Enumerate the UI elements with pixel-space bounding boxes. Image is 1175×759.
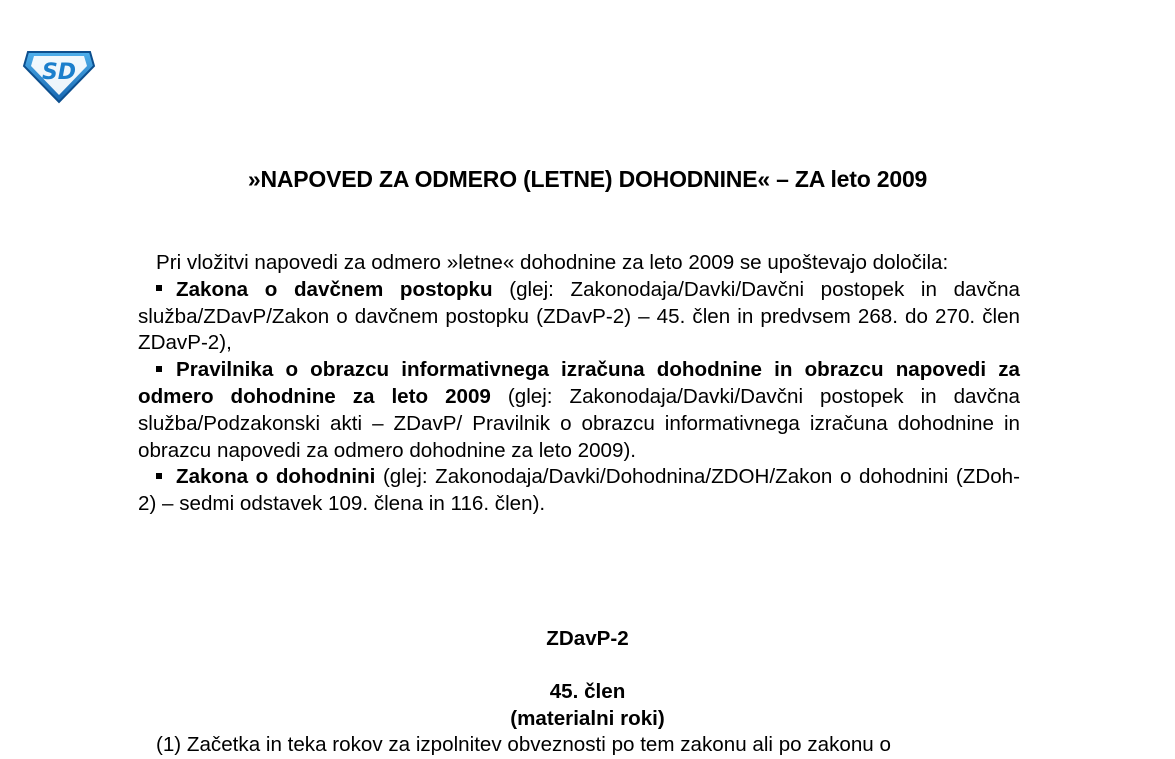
bullet-bold-text: Zakona o dohodnini — [176, 465, 376, 489]
logo-text: SD — [41, 60, 77, 85]
bullet-square-icon — [156, 473, 162, 479]
bullet-item — [138, 357, 1020, 464]
bullet-item — [138, 464, 1020, 518]
bullet-square-icon — [156, 285, 162, 291]
intro-paragraph: Pri vložitvi napovedi za odmero »letne« dohodnine za leto 2009 se upoštevajo določila: — [156, 251, 949, 274]
article-first-line: (1) Začetka in teka rokov za izpolnitev obveznosti po tem zakonu ali po zakonu o — [156, 733, 891, 756]
document-title: »NAPOVED ZA ODMERO (LETNE) DOHODNINE« – ZA leto 2009 — [247, 166, 928, 192]
bullet-bold-text: Zakona o davčnem postopku — [176, 277, 493, 301]
bullet-text: (glej: Zakonodaja/Davki/Davčni postopek in davčna služba/ZDavP/Zakon o davčnem postopku (ZDavP-2) – 45. člen in predvsem 268. do 270. člen ZDavP-2), — [138, 277, 1020, 355]
article-subtitle: (materialni roki) — [510, 707, 665, 730]
law-heading: ZDavP-2 — [546, 627, 629, 650]
bullet-item — [138, 277, 1020, 357]
bullet-bold-text: Pravilnika o obrazcu informativnega izračuna dohodnine in obrazcu napovedi za odmero dohodnine za leto 2009 — [138, 358, 1020, 408]
bullet-text: (glej: Zakonodaja/Davki/Dohodnina/ZDOH/Zakon o dohodnini (ZDoh-2) – sedmi odstavek 109. člena in 116. člen). — [138, 465, 1020, 516]
bullet-square-icon — [156, 366, 162, 372]
article-heading: 45. člen — [549, 680, 626, 703]
document-body — [138, 250, 1020, 518]
sd-diamond-logo-icon — [22, 46, 96, 104]
bullet-text: (glej: Zakonodaja/Davki/Davčni postopek in davčna služba/Podzakonski akti – ZDavP/ Pravilnik o obrazcu informativnega izračuna dohodnine in obrazcu napovedi za odmero dohodnine za leto 2009). — [138, 384, 1020, 462]
